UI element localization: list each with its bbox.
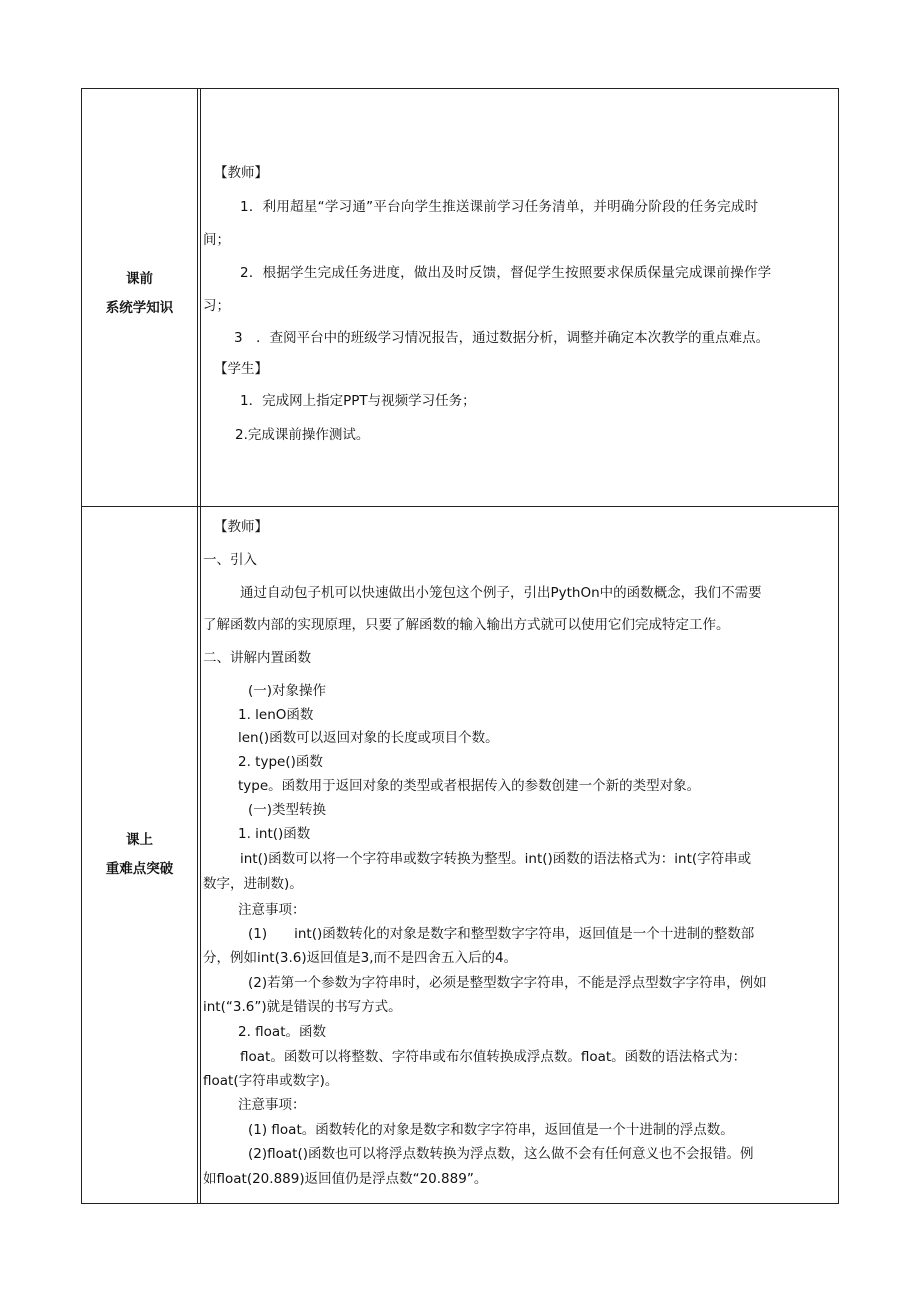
text-line: 数字，进制数)。 <box>203 876 303 892</box>
row-label-pre-class <box>82 265 197 323</box>
text-line: float。函数可以将整数、字符串或布尔值转换成浮点数。float。函数的语法格式为： <box>240 1049 747 1065</box>
text-line: 注意事项： <box>238 902 306 918</box>
text-line: 2．根据学生完成任务进度，做出及时反馈，督促学生按照要求保质保量完成课前操作学 <box>240 265 772 281</box>
text-line: 分，例如int(3.6)返回值是3,而不是四舍五入后的4。 <box>203 950 518 966</box>
text-line: 1. int()函数 <box>238 826 311 842</box>
text-line: (2)若第一个参数为字符串时，必须是整型数字字符串，不能是浮点型数字字符串，例如 <box>248 975 767 991</box>
column-divider-inner <box>200 89 201 1203</box>
text-line: 习； <box>203 298 230 314</box>
text-line: 一、引入 <box>203 552 257 568</box>
row-label-in-class <box>82 826 197 884</box>
text-line: 间； <box>203 232 230 248</box>
text-line: 通过自动包子机可以快速做出小笼包这个例子，引出PythOn中的函数概念，我们不需要 <box>240 585 762 601</box>
text-line: 3 ．查阅平台中的班级学习情况报告，通过数据分析，调整并确定本次教学的重点难点。 <box>234 330 770 346</box>
text-line: type。函数用于返回对象的类型或者根据传入的参数创建一个新的类型对象。 <box>238 778 701 794</box>
text-line: 1. lenO函数 <box>238 707 314 723</box>
text-line: len()函数可以返回对象的长度或项目个数。 <box>238 730 499 746</box>
text-line: (2)float()函数也可以将浮点数转换为浮点数，这么做不会有任何意义也不会报错。例 <box>248 1146 754 1162</box>
text-line: (1) int()函数转化的对象是数字和整型数字字符串，返回值是一个十进制的整数部 <box>248 926 755 942</box>
text-line: int()函数可以将一个字符串或数字转换为整型。int()函数的语法格式为：int(字符串或 <box>240 851 752 867</box>
text-line: 1．利用超星“学习通”平台向学生推送课前学习任务清单，并明确分阶段的任务完成时 <box>240 199 759 215</box>
text-line: 二、讲解内置函数 <box>203 650 311 666</box>
text-line: 如float(20.889)返回值仍是浮点数“20.889”。 <box>203 1171 488 1187</box>
row-label-line: 系统学知识 <box>105 300 174 316</box>
lesson-plan-table <box>81 88 839 1204</box>
text-line: int(“3.6”)就是错误的书写方式。 <box>203 999 402 1015</box>
text-line: 1．完成网上指定PPT与视频学习任务； <box>240 393 476 409</box>
row-label-line: 课上 <box>126 832 153 848</box>
row-label-line: 课前 <box>126 271 153 287</box>
text-line: (一)对象操作 <box>248 683 327 699</box>
text-line: (1) float。函数转化的对象是数字和数字字符串，返回值是一个十进制的浮点数。 <box>248 1122 734 1138</box>
text-line: 2.完成课前操作测试。 <box>235 427 370 443</box>
text-line: float(字符串或数字)。 <box>203 1073 339 1089</box>
text-line: 2. float。函数 <box>238 1024 327 1040</box>
text-line: 【教师】 <box>214 165 268 181</box>
text-line: 【学生】 <box>214 361 268 377</box>
text-line: 2. type()函数 <box>238 754 323 770</box>
text-line: 了解函数内部的实现原理，只要了解函数的输入输出方式就可以使用它们完成特定工作。 <box>203 617 730 633</box>
text-line: 注意事项： <box>238 1097 306 1113</box>
row-divider <box>82 506 838 507</box>
text-line: 【教师】 <box>214 519 268 535</box>
column-divider <box>197 89 198 1203</box>
row-label-line: 重难点突破 <box>105 861 174 877</box>
text-line: (一)类型转换 <box>248 802 327 818</box>
